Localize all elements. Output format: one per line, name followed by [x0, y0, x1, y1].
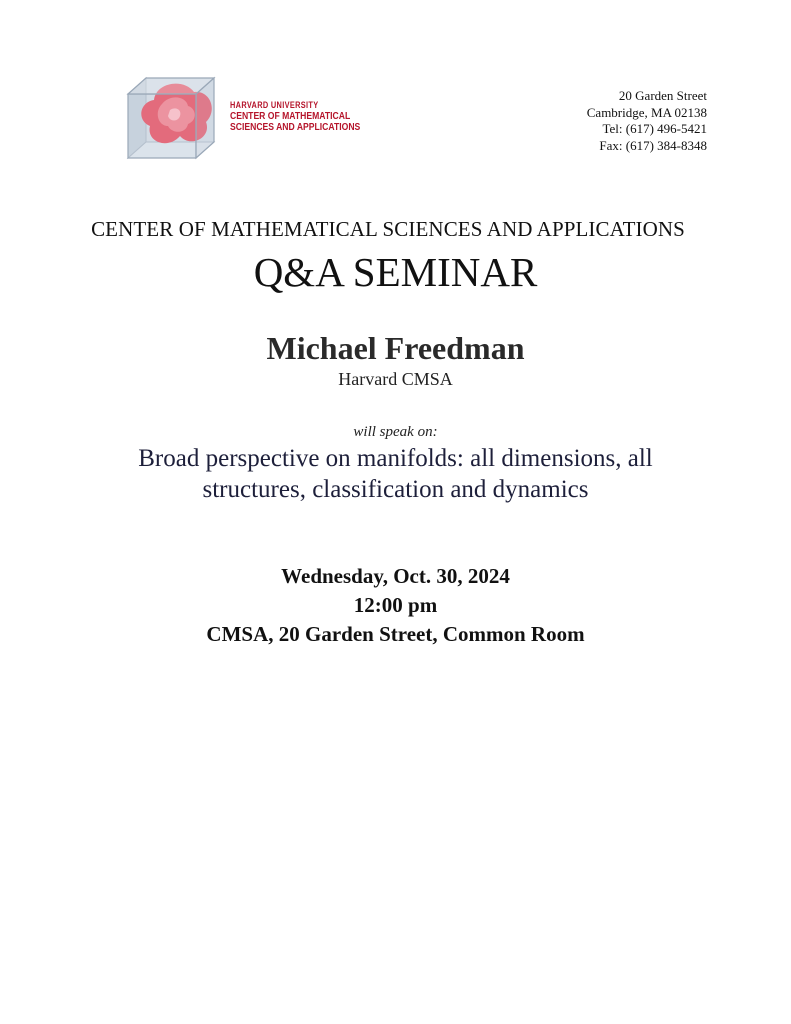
logo-line-center: CENTER OF MATHEMATICAL: [230, 110, 351, 122]
address-street: 20 Garden Street: [618, 88, 707, 103]
address-fax: Fax: (617) 384-8348: [599, 137, 707, 153]
event-details: [0, 562, 791, 649]
talk-intro: will speak on:: [353, 424, 438, 440]
speaker-affiliation: Harvard CMSA: [338, 369, 453, 389]
speaker-name: Michael Freedman: [266, 330, 525, 366]
event-date: Wednesday, Oct. 30, 2024: [281, 564, 510, 588]
center-title: CENTER OF MATHEMATICAL SCIENCES AND APPLICATIONS: [91, 217, 685, 241]
cmsa-logo: [124, 70, 364, 166]
seminar-title: Q&A SEMINAR: [253, 249, 538, 295]
address-tel: Tel: (617) 496-5421: [602, 121, 707, 136]
event-location: CMSA, 20 Garden Street, Common Room: [206, 622, 585, 646]
talk-title-line-1: Broad perspective on manifolds: all dimensions, all: [138, 445, 653, 472]
talk-title-line-2: structures, classification and dynamics: [202, 476, 589, 503]
address-block: [587, 88, 707, 154]
cmsa-cube-logo-icon: [124, 70, 222, 166]
address-city: Cambridge, MA 02138: [586, 104, 707, 120]
logo-line-sciences: SCIENCES AND APPLICATIONS: [230, 121, 361, 133]
logo-wordmark: [230, 100, 360, 133]
logo-line-university: HARVARD UNIVERSITY: [230, 100, 319, 110]
event-time: 12:00 pm: [353, 593, 438, 617]
talk-title: [95, 443, 696, 505]
